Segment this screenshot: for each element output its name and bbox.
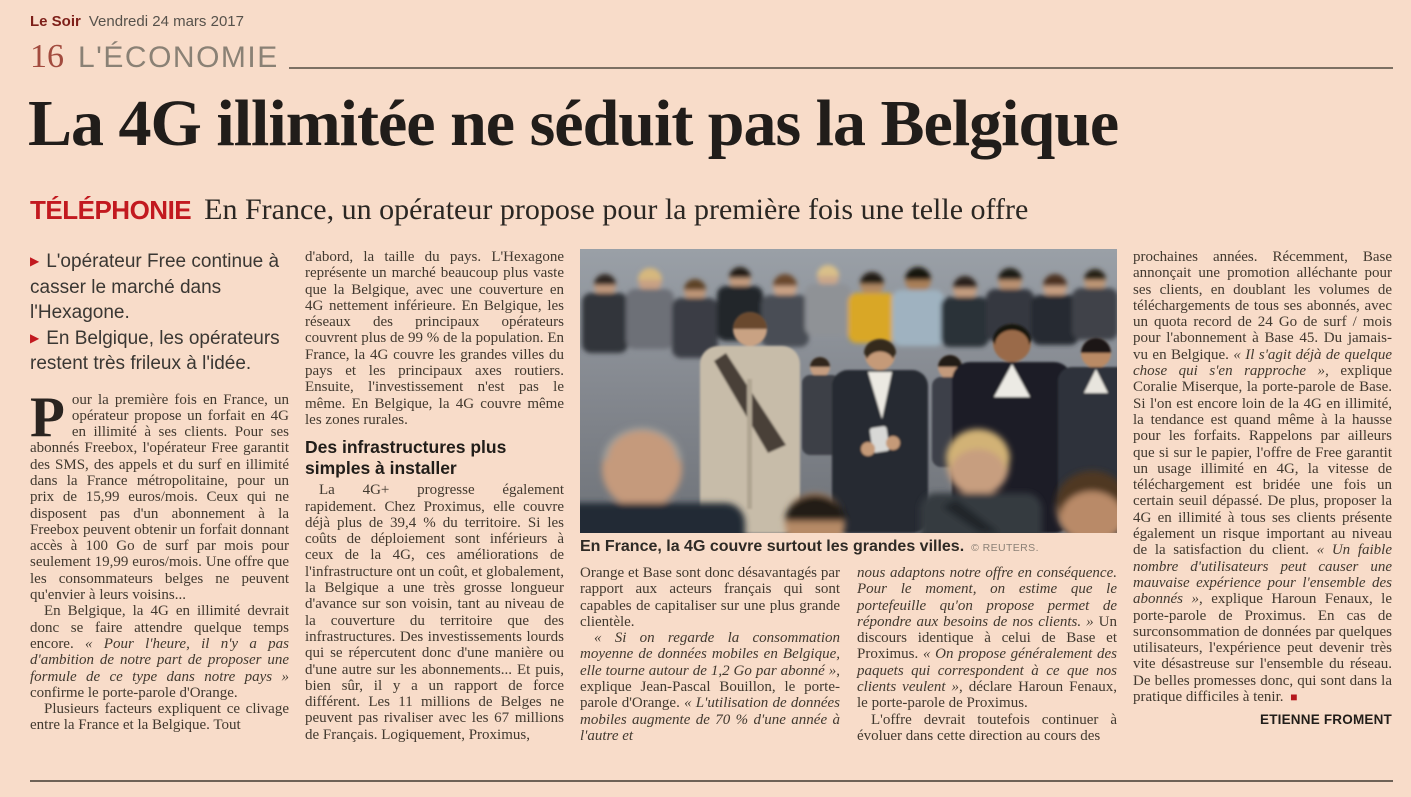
text-run: L'offre devrait toutefois continuer à évoluer dans cette direction au cours des: [857, 711, 1117, 744]
bullet-item: [30, 249, 289, 326]
byline: ETIENNE FROMENT: [1259, 712, 1392, 728]
column-5: [1133, 249, 1392, 744]
text-run: prochaines années. Récemment, Base annonçait une promotion alléchante pour ses clients, en doublant les volumes de téléchargements de tous ses abonnés, avec un quota record de 24 Go de surf / mois pour l'abonnement à Base 45. Du jamais-vu en Belgique.: [1133, 249, 1392, 363]
text-run: « Si on regarde la consommation moyenne de données mobiles en Belgique, elle tourne autour de 1,2 Go par abonné »: [580, 630, 840, 679]
article-headline: La 4G illimitée ne séduit pas la Belgique: [28, 87, 1119, 160]
section-header: [30, 38, 1395, 76]
masthead: [30, 13, 244, 30]
text-run: Orange et Base sont donc désavantagés par rapport aux acteurs français qui sont capables de capitaliser sur une plus grande clientèle.: [580, 565, 840, 630]
photo-credit: © REUTERS.: [971, 542, 1039, 554]
paragraph: [857, 565, 1117, 712]
paragraph: [857, 712, 1117, 745]
center-columns: [580, 565, 1117, 744]
column-subhead: [305, 437, 564, 479]
paragraph: [305, 249, 564, 428]
paragraph: [30, 701, 289, 734]
text-run: La 4G+ progresse également rapidement. Chez Proximus, elle couvre déjà plus de 39,4 % du territoire. Si les coûts de déploiement sont inférieurs à ceux de la 4G, ces améliorations de l'infrastructure ont un coût, et globalement, la Belgique a une très grosse longueur d'avance sur son voisin, tant au niveau de la couverture du territoire que des infrastructures. Des investissements lourds qui se répercutent donc d'une manière ou d'une autre sur les abonnements... Et puis, bien sûr, il y a un rapport de force différent. Les 11 millions de Belges ne peuvent pas rivaliser avec les 67 millions de Français. Logiquement, Proximus,: [305, 482, 564, 743]
text-run: Des infrastructures plus simples à installer: [305, 437, 507, 479]
paragraph: [1133, 249, 1392, 705]
text-run: Plusieurs facteurs expliquent ce clivage entre la France et la Belgique. Tout: [30, 701, 289, 734]
text-run: , explique Jean-Pascal Bouillon, le porte-parole d'Orange.: [580, 662, 840, 712]
drop-cap: P: [30, 385, 65, 449]
paragraph: [30, 385, 289, 604]
paragraph: [580, 630, 840, 744]
issue-date: Vendredi 24 mars 2017: [88, 13, 244, 30]
text-run: confirme le porte-parole d'Orange.: [30, 684, 238, 701]
paragraph: [30, 603, 289, 701]
bullet-arrow-icon: ▶: [30, 330, 40, 345]
column-3: [580, 565, 840, 744]
text-run: Un discours identique à celui de Base et Proximus.: [857, 613, 1117, 663]
column-2: [305, 249, 564, 744]
photo-caption-row: [580, 538, 1117, 556]
text-run: our la première fois en France, un opérateur propose un forfait en 4G en illimité à ses clients. Pour ses abonnés Freebox, l'opérateur Free garantit des SMS, des appels et du surf en illimité dans la France métropolitaine, pour un prix de 15,99 euros/mois. Ceux qui ne disposent pas d'un abonnement à la Freebox peuvent obtenir un forfait donnant accès à 100 Go de surf par mois pour seulement 19,99 euros/mois. Une offre que les consommateurs belges ne peuvent qu'envier à leurs voisins...: [30, 391, 289, 604]
text-run: « On propose généralement des paquets qui correspondent à ce que nos clients veulent »: [857, 646, 1117, 696]
kicker-subtitle: En France, un opérateur propose pour la première fois une telle offre: [204, 193, 1029, 226]
section-name: L'ÉCONOMIE: [78, 41, 279, 74]
text-run: , déclare Haroun Fenaux, le porte-parole de Proximus.: [857, 679, 1118, 712]
text-run: d'abord, la taille du pays. L'Hexagone représente un marché beaucoup plus vaste que la Belgique, avec une couverture en 4G nettement inférieure. En Belgique, les réseaux des principaux opérateurs couvrent plus de 99 % de la population. En France, la 4G couvre les grandes villes du pays et les principaux axes routiers. Ensuite, l'investissement n'est pas le même. En Belgique, la 4G couvre même les zones rurales.: [305, 249, 564, 428]
bullet-arrow-icon: ▶: [30, 254, 40, 268]
paragraph: [580, 565, 840, 630]
bullet-item: [30, 326, 289, 377]
text-run: « Pour l'heure, il n'y a pas d'ambition de notre part de proposer une formule de ce type dans notre pays »: [30, 635, 290, 685]
photo-caption: En France, la 4G couvre surtout les grandes villes.: [580, 538, 965, 555]
text-run: En Belgique, la 4G en illimité devrait donc se faire attendre quelque temps encore.: [30, 603, 289, 652]
section-rule: [289, 67, 1393, 69]
text-run: L'opérateur Free continue à casser le marché dans l'Hexagone.: [30, 251, 280, 323]
crowd-photo-illustration: [580, 249, 1117, 533]
page-number: 16: [30, 38, 64, 75]
newspaper-brand: Le Soir: [30, 13, 81, 30]
text-run: , explique Coralie Miserque, la porte-parole de Base. Si l'on est encore loin de la 4G en illimité, la tendance est quand même à la hausse pour les forfaits. Rappelons par ailleurs que si sur le papier, l'offre de Free garantit un usage illimité en 4G, la vitesse de téléchargement est bridée une fois un certain seuil dépassé. De plus, proposer la 4G en illimité à tous ses clients présente également un risque important au niveau de la satisfaction du client.: [1133, 363, 1392, 559]
article-photo: [580, 249, 1117, 533]
text-run: « L'utilisation de données mobiles augmente de 70 % d'une année à l'autre et: [580, 695, 840, 744]
center-block: [580, 249, 1117, 744]
kicker-row: [30, 193, 1028, 227]
paragraph: [305, 482, 564, 743]
column-4: [857, 565, 1117, 744]
bottom-rule: [30, 780, 1393, 782]
end-of-article-mark: ■: [1290, 690, 1298, 705]
column-5-text: [1133, 249, 1392, 705]
text-run: , explique Haroun Fenaux, le porte-parole de Proximus. En cas de surconsommation de données par quelques utilisateurs, l'expérience peut devenir très vite désastreuse sur l'ensemble du réseau. De belles promesses donc, qui sont dans la pratique difficiles à tenir.: [1133, 591, 1393, 706]
text-run: nous adaptons notre offre en conséquence. Pour le moment, on estime que le portefeuille qu'on propose permet de répondre aux besoins de nos clients. »: [857, 565, 1117, 630]
text-run: « Un faible nombre d'utilisateurs peut causer une mauvaise expérience pour l'ensemble des abonnés »: [1133, 542, 1392, 608]
kicker-label: TÉLÉPHONIE: [30, 195, 192, 225]
text-run: « Il s'agit déjà de quelque chose qui s'en rapproche »: [1133, 346, 1392, 380]
column-1: [30, 249, 289, 744]
article-body: [30, 249, 1396, 744]
text-run: En Belgique, les opérateurs restent très frileux à l'idée.: [30, 327, 280, 374]
